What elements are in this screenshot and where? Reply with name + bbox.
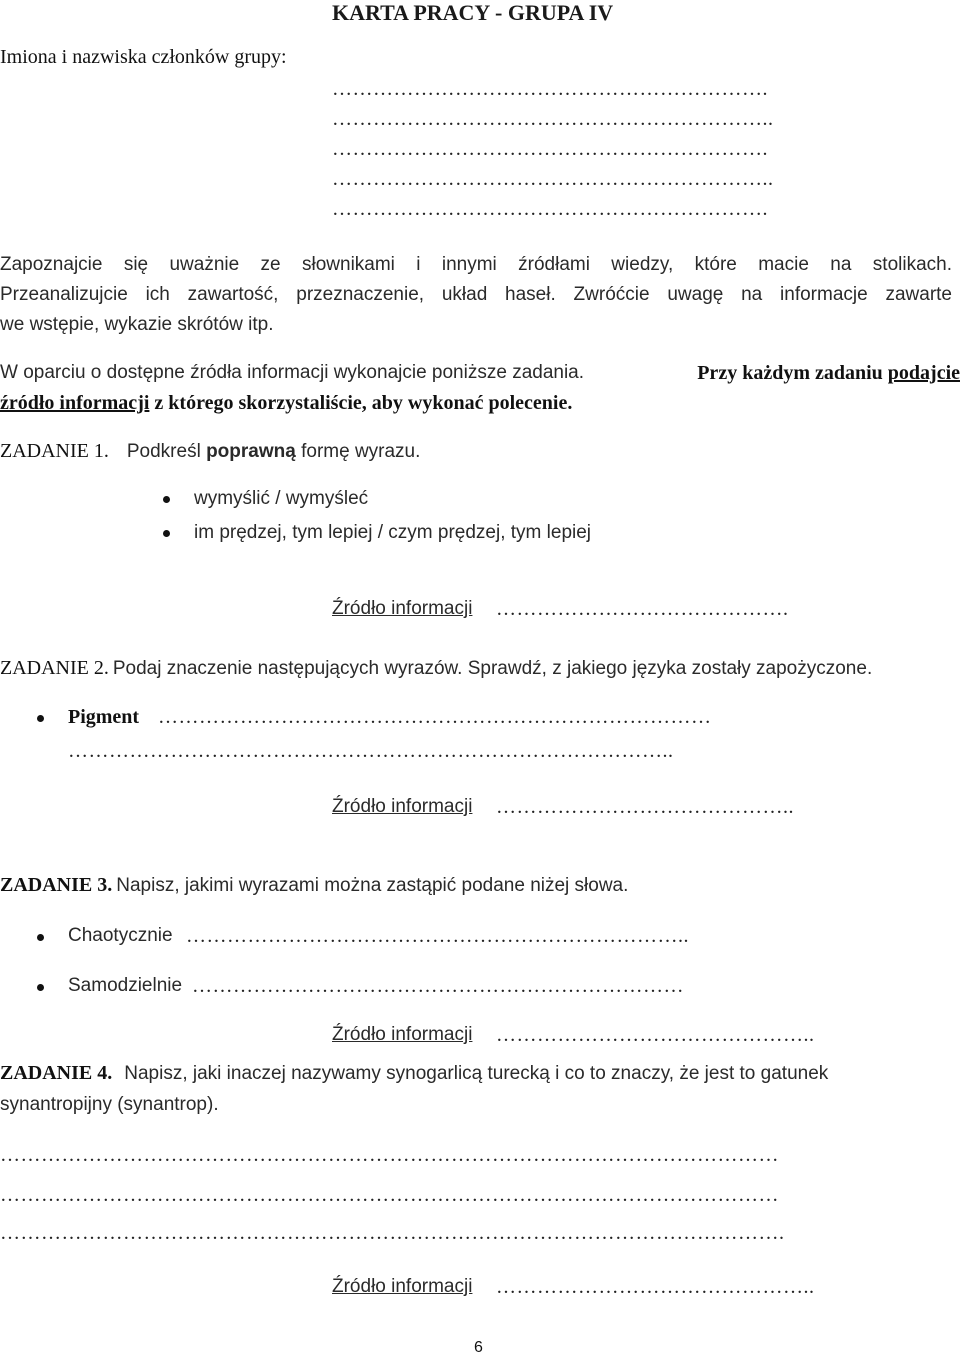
instruction-underlined: źródło informacji	[0, 392, 150, 414]
task-4-heading	[0, 1062, 828, 1085]
task-text-plain: formę wyrazu.	[301, 441, 421, 462]
task-text: Napisz, jakimi wyrazami można zastąpić podane niżej słowa.	[116, 875, 629, 896]
answer-field[interactable]: ……………………………………………………………………………..	[68, 740, 674, 762]
source-label: Źródło informacji	[332, 598, 473, 619]
task-label: ZADANIE 4.	[0, 1062, 113, 1084]
source-label: Źródło informacji	[332, 796, 473, 817]
member-line[interactable]: ……………………………………………………….	[332, 138, 768, 160]
source-answer-field[interactable]: ………………………………………..	[496, 1024, 815, 1046]
answer-field[interactable]: ………………………………………………………………	[192, 975, 684, 997]
task-text	[127, 441, 421, 462]
instruction-text: W oparciu o dostępne źródła informacji wykonajcie poniższe zadania.	[0, 362, 585, 383]
member-line[interactable]: ……………………………………………………….	[332, 198, 768, 220]
task-2-heading	[0, 657, 872, 680]
instruction-bold-text: z którego skorzystaliście, aby wykonać polecenie.	[154, 392, 573, 414]
source-label: Źródło informacji	[332, 1024, 473, 1045]
task-2-item: Pigment	[68, 706, 140, 728]
task-1-item[interactable]: wymyślić / wymyśleć	[194, 488, 369, 509]
bullet-icon	[37, 934, 44, 941]
member-line[interactable]: ………………………………………………………..	[332, 168, 774, 190]
task-text: Podaj znaczenie następujących wyrazów. Sprawdź, z jakiego języka zostały zapożyczone.	[112, 658, 873, 679]
members-label: Imiona i nazwiska członków grupy:	[0, 46, 287, 68]
task-1-heading	[0, 440, 420, 463]
task-4-text-line-2: synantropijny (synantrop).	[0, 1094, 219, 1115]
source-label: Źródło informacji	[332, 1276, 473, 1297]
instruction-underlined: podajcie	[887, 362, 960, 384]
instruction-line-2	[0, 392, 572, 415]
page-number: 6	[474, 1339, 483, 1356]
task-1-item[interactable]: im prędzej, tym lepiej / czym prędzej, tym lepiej	[194, 522, 592, 543]
instruction-bold-text: Przy każdym zadaniu	[697, 362, 883, 384]
bullet-icon	[37, 984, 44, 991]
bullet-icon	[163, 530, 170, 537]
answer-line[interactable]: ……………………………………………………………………………………………………	[0, 1144, 779, 1166]
source-answer-field[interactable]: ……………………………………..	[496, 796, 794, 818]
task-label: ZADANIE 2.	[0, 657, 109, 679]
instruction-line-1	[0, 362, 960, 385]
bullet-icon	[163, 496, 170, 503]
task-label: ZADANIE 1.	[0, 440, 109, 462]
intro-line-3: we wstępie, wykazie skrótów itp.	[0, 314, 274, 335]
source-answer-field[interactable]: …………………………………….	[496, 598, 789, 620]
task-3-heading	[0, 874, 628, 897]
task-label: ZADANIE 3.	[0, 874, 113, 896]
task-text: Napisz, jaki inaczej nazywamy synogarlicą turecką i co to znaczy, że jest to gatunek	[124, 1063, 829, 1084]
member-line[interactable]: ………………………………………………………..	[332, 108, 774, 130]
source-answer-field[interactable]: ………………………………………..	[496, 1276, 815, 1298]
task-text-plain: Podkreśl	[126, 441, 201, 462]
answer-field[interactable]: ………………………………………………………………..	[186, 925, 689, 947]
task-text-bold: poprawną	[206, 441, 296, 462]
answer-line[interactable]: …………………………………………………………………………………………………….	[0, 1222, 785, 1244]
answer-line[interactable]: ……………………………………………………………………………………………………	[0, 1184, 779, 1206]
answer-field[interactable]: ………………………………………………………………………	[158, 706, 712, 728]
intro-line-2: Przeanalizujcie ich zawartość, przeznaczenie, układ haseł. Zwróćcie uwagę na informacje zawarte	[0, 284, 952, 305]
task-3-word: Samodzielnie	[68, 975, 183, 996]
member-line[interactable]: ……………………………………………………….	[332, 78, 768, 100]
instruction-bold	[697, 362, 960, 385]
page-title: KARTA PRACY - GRUPA IV	[332, 0, 614, 25]
task-3-word: Chaotycznie	[68, 925, 173, 946]
intro-line-1: Zapoznajcie się uważnie ze słownikami i innymi źródłami wiedzy, które macie na stolikach.	[0, 254, 952, 275]
bullet-icon	[37, 715, 44, 722]
